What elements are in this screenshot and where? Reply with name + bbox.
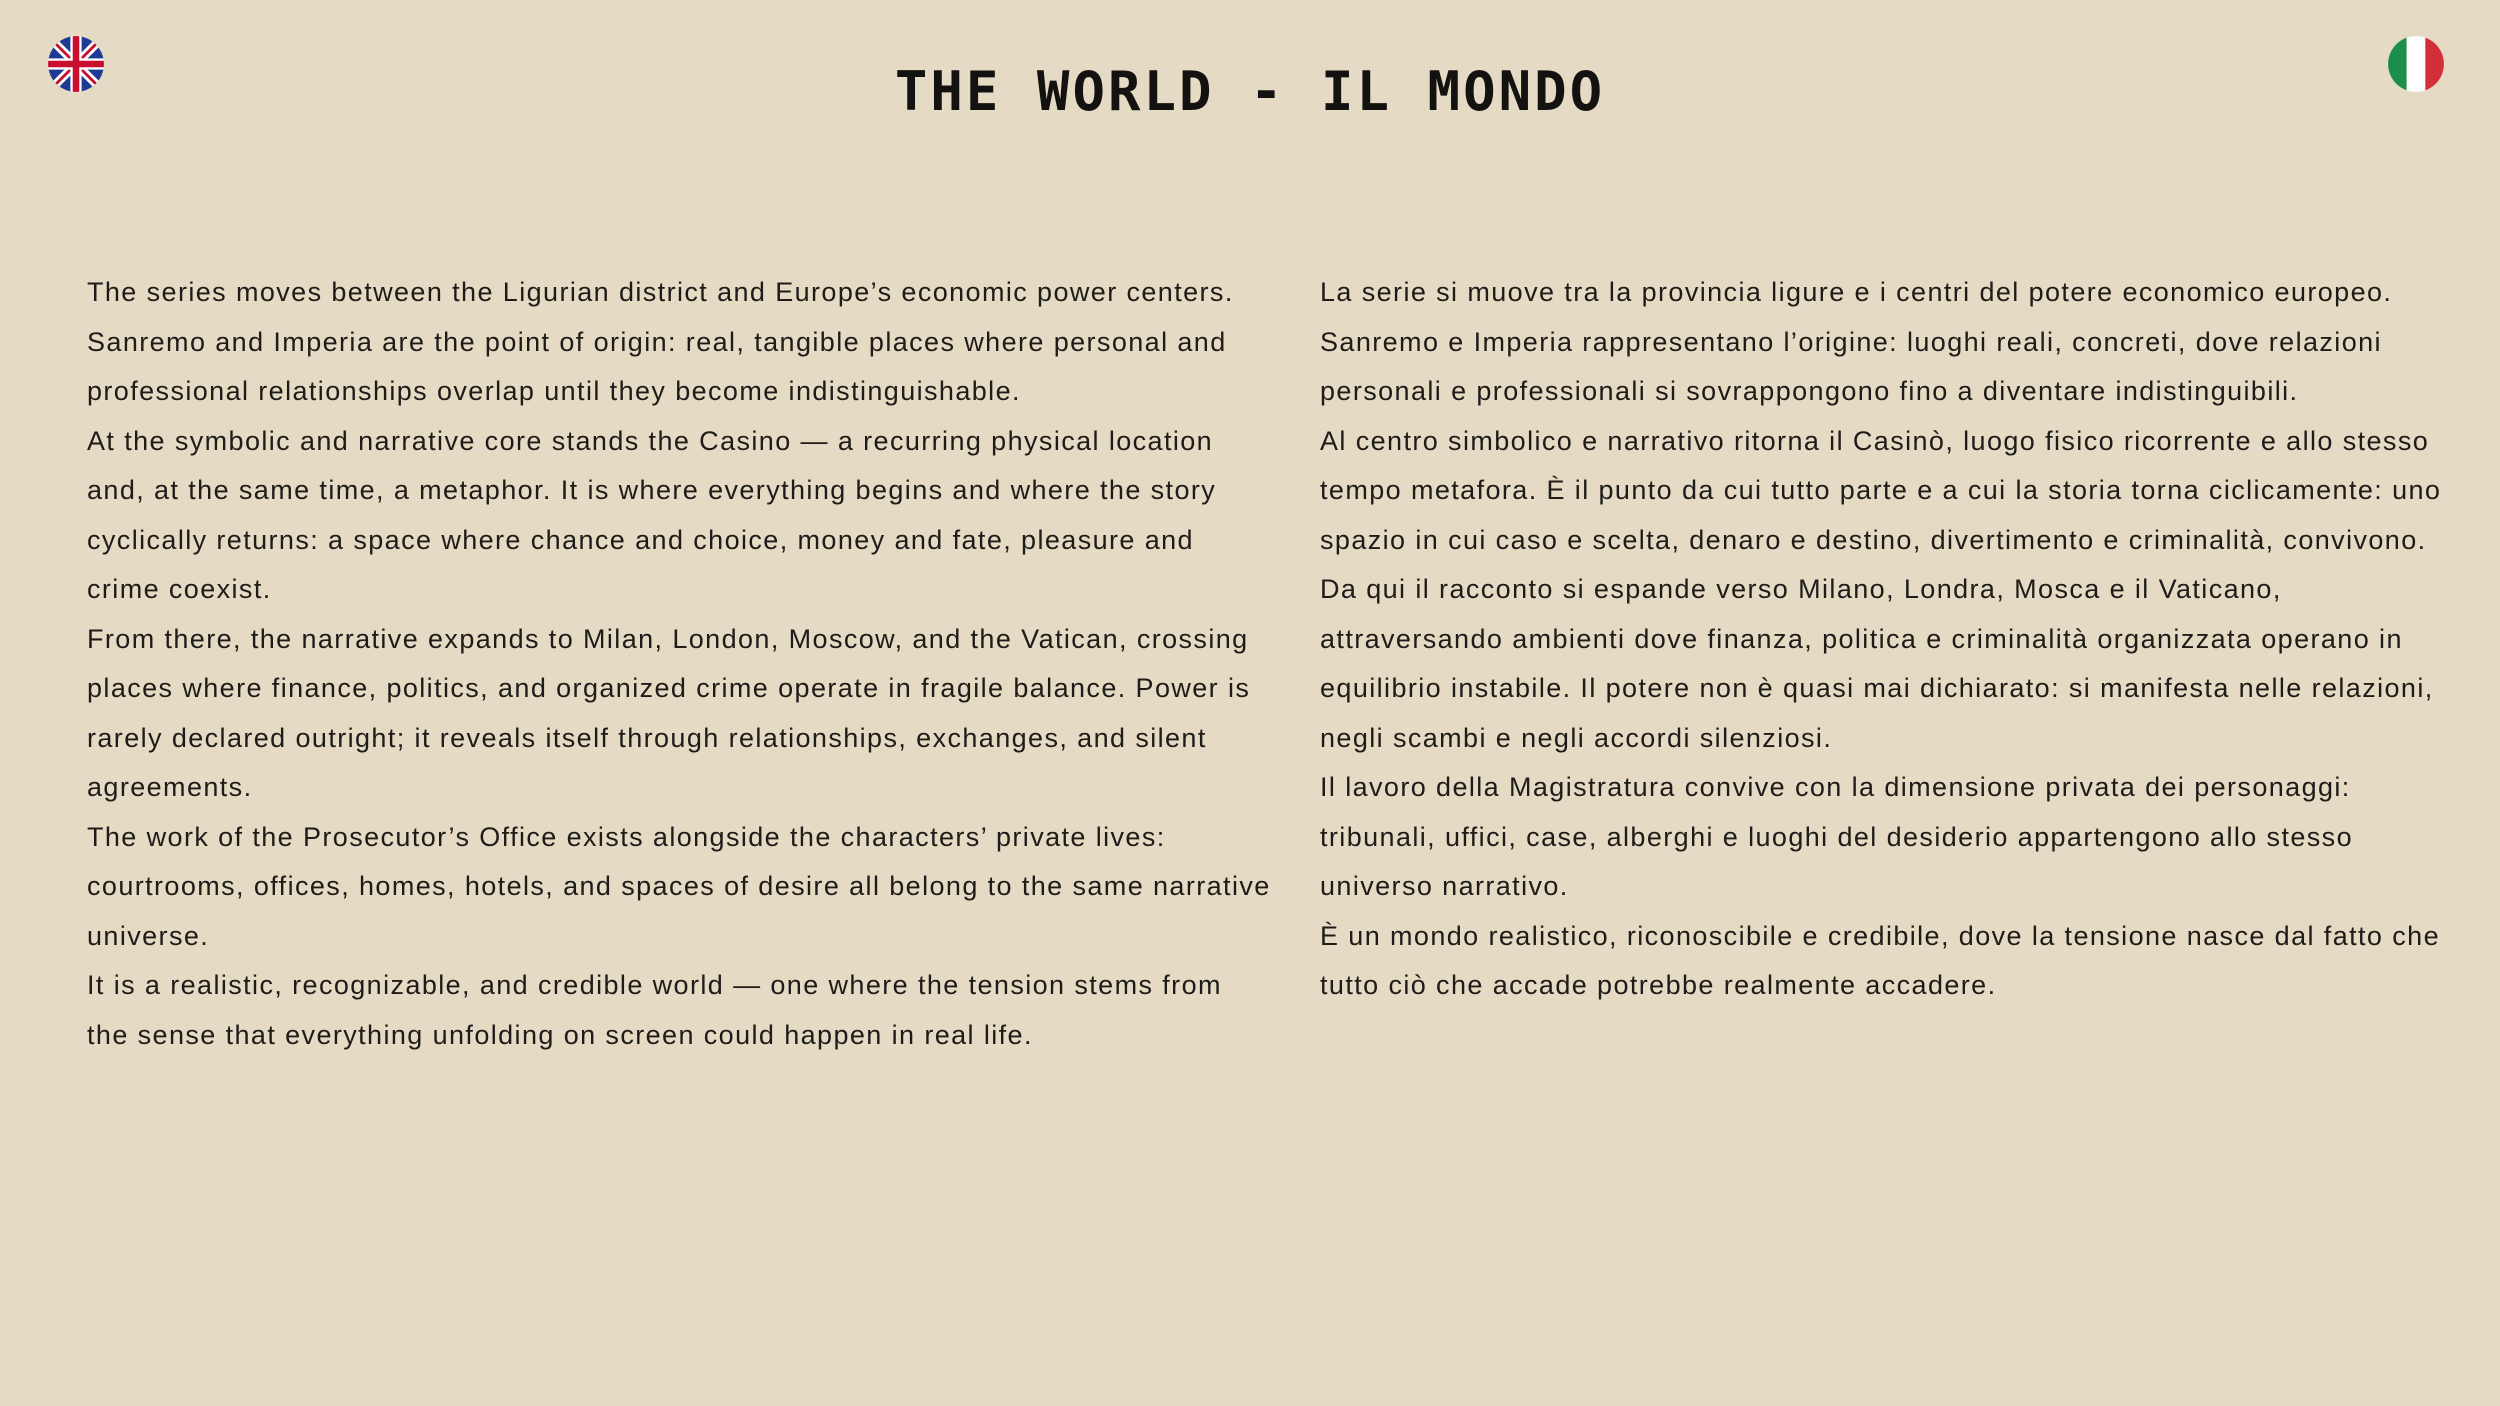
- english-paragraph-5: It is a realistic, recognizable, and credible world — one where the tension stems from the sense that everything unfolding on screen could happen in real life.: [87, 970, 1222, 1050]
- english-paragraph-2: At the symbolic and narrative core stands the Casino — a recurring physical location and, at the same time, a metaphor. It is where everything begins and where the story cyclically returns: a space where chance and choice, money and fate, pleasure and crime coexist.: [87, 425, 1217, 604]
- english-paragraph-1: The series moves between the Ligurian district and Europe’s economic power centers. Sanremo and Imperia are the point of origin: real, tangible places where personal and professional relationships overlap until they become indistinguishable.: [87, 277, 1234, 406]
- italian-text-column: [1320, 268, 2455, 1011]
- english-paragraph-4: The work of the Prosecutor’s Office exists alongside the characters’ private lives: courtrooms, offices, homes, hotels, and spaces of desire all belong to the same narrative universe.: [87, 821, 1271, 951]
- english-paragraph-3: From there, the narrative expands to Milan, London, Moscow, and the Vatican, crossing places where finance, politics, and organized crime operate in fragile balance. Power is rarely declared outright; it reveals itself through relationships, exchanges, and silent agreements.: [87, 623, 1251, 802]
- italy-flag-icon[interactable]: [2388, 36, 2444, 92]
- italian-paragraph-3: Da qui il racconto si espande verso Milano, Londra, Mosca e il Vaticano, attraversando ambienti dove finanza, politica e criminalità organizzata operano in equilibrio instabile. Il potere non è quasi mai dichiarato: si manifesta nelle relazioni, negli scambi e negli accordi silenziosi.: [1320, 574, 2434, 753]
- english-text-column: [87, 268, 1272, 1060]
- italian-paragraph-4: Il lavoro della Magistratura convive con la dimensione privata dei personaggi: tribunali, uffici, case, alberghi e luoghi del desiderio appartengono allo stesso universo narrativo.: [1320, 772, 2353, 901]
- italian-paragraph-5: È un mondo realistico, riconoscibile e credibile, dove la tensione nasce dal fatto che tutto ciò che accade potrebbe realmente accadere.: [1320, 920, 2440, 1000]
- page-title: THE WORLD - IL MONDO: [894, 60, 1606, 123]
- italian-paragraph-2: Al centro simbolico e narrativo ritorna il Casinò, luogo fisico ricorrente e allo stesso tempo metafora. È il punto da cui tutto parte e a cui la storia torna ciclicamente: uno spazio in cui caso e scelta, denaro e destino, divertimento e criminalità, convivono.: [1320, 425, 2442, 555]
- italian-paragraph-1: La serie si muove tra la provincia ligure e i centri del potere economico europeo. Sanremo e Imperia rappresentano l’origine: luoghi reali, concreti, dove relazioni personali e professionali si sovrappongono fino a diventare indistinguibili.: [1320, 277, 2393, 406]
